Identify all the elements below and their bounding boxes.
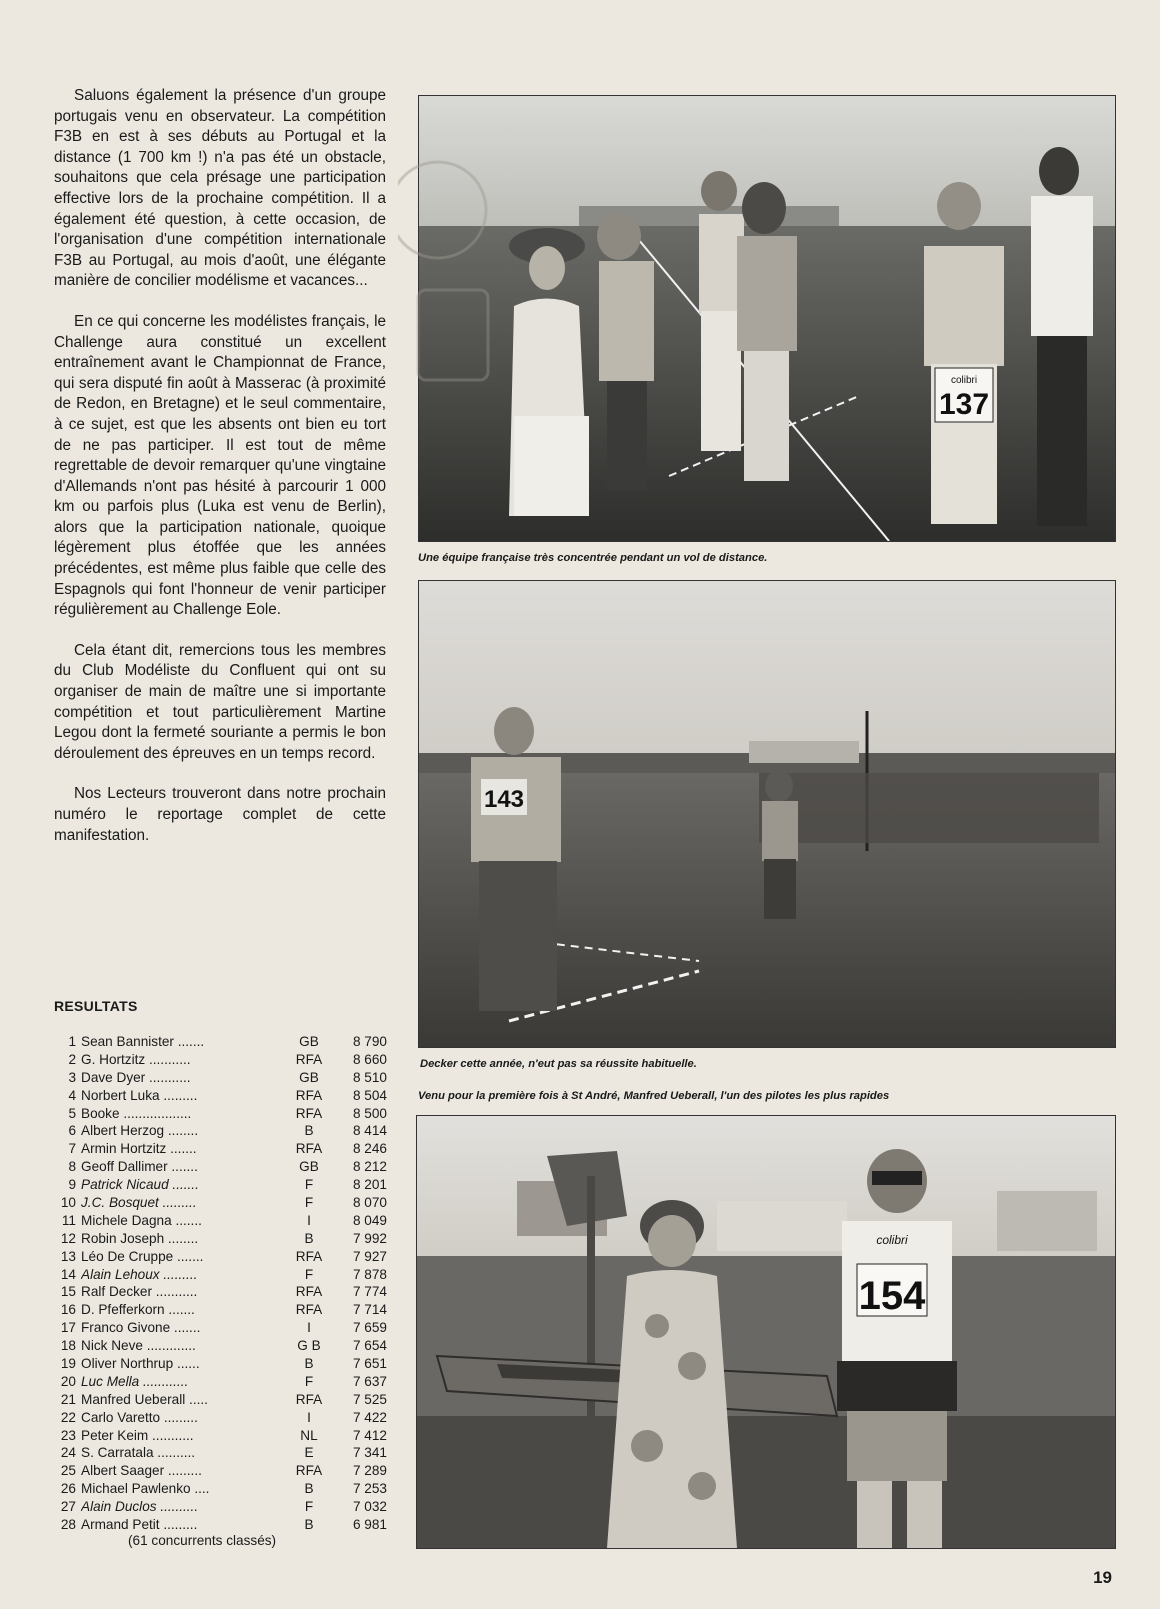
results-rank: 26 (60, 1481, 76, 1497)
results-rank: 3 (68, 1069, 76, 1085)
results-score: 7 774 (352, 1284, 387, 1300)
results-country: F (304, 1195, 314, 1211)
results-row (54, 1427, 394, 1445)
results-country: I (307, 1320, 311, 1336)
results-score: 7 637 (352, 1373, 387, 1389)
results-name: Alain Duclos .......... (81, 1499, 199, 1515)
results-country: E (304, 1445, 314, 1461)
results-rank: 17 (60, 1320, 76, 1336)
results-row (54, 1033, 394, 1051)
results-score: 8 510 (352, 1069, 387, 1085)
results-name: Robin Joseph ........ (81, 1230, 199, 1246)
results-name: Armand Petit ......... (81, 1517, 198, 1533)
results-score: 7 341 (352, 1445, 387, 1461)
results-rank: 19 (60, 1356, 76, 1372)
results-rank: 20 (60, 1373, 76, 1389)
bib-brand: colibri (950, 375, 978, 386)
results-name: Léo De Cruppe ....... (81, 1248, 204, 1264)
results-row (54, 1355, 394, 1373)
results-name: Armin Hortzitz ....... (81, 1141, 197, 1157)
results-country: RFA (295, 1284, 323, 1300)
paragraph: En ce qui concerne les modélistes français, le Challenge aura constitué un excellent entraînement avant le Championnat de France, qui sera disputé fin août à Masserac (à proximité de Redon, en Bretagne) et le seul commentaire, à ce sujet, est que les absents ont bien eu tort de ne pas participer. Il est tout de même regrettable de devoir remarquer qu'une vingtaine d'Allemands n'ont pas hésité à parcourir 1 000 km ou parfois plus (Luka est venu de Berlin), alors que la participation nationale, quoique légèrement plus étoffée que les années précédentes, est même plus faible que celle des Espagnols qui font l'honneur de venir participer régulièrement au Challenge Eole. (54, 312, 386, 619)
results-row (54, 1105, 394, 1123)
results-name: S. Carratala .......... (81, 1445, 196, 1461)
results-name: Dave Dyer ........... (81, 1069, 191, 1085)
paragraph: Nos Lecteurs trouveront dans notre prochain numéro le reportage complet de cette manifestation. (54, 785, 386, 844)
results-country: GB (299, 1034, 319, 1049)
results-score: 8 070 (352, 1195, 387, 1211)
bib-brand: colibri (876, 1233, 908, 1247)
results-rank: 14 (60, 1266, 76, 1282)
results-name: Albert Saager ......... (81, 1463, 202, 1479)
results-row (54, 1516, 394, 1534)
results-country: G B (297, 1338, 321, 1354)
results-rank: 28 (60, 1517, 76, 1533)
results-row (54, 1444, 394, 1462)
results-row (54, 1373, 394, 1391)
results-rank: 7 (68, 1141, 76, 1157)
results-country: GB (299, 1069, 319, 1085)
results-row (54, 1283, 394, 1301)
results-name: Peter Keim ........... (81, 1427, 194, 1443)
results-country: B (304, 1481, 314, 1497)
results-row (54, 1176, 394, 1194)
results-name: Alain Lehoux ......... (81, 1266, 198, 1282)
results-score: 7 253 (352, 1481, 387, 1497)
results-rank: 15 (60, 1284, 76, 1300)
paragraph: Cela étant dit, remercions tous les membres du Club Modéliste du Confluent qui ont su organiser de main de maître une si importante compétition et tout particulièrement Martine Legou dont la fermeté souriante a permis le bon déroulement des épreuves en un temps record. (54, 641, 386, 762)
results-score: 8 246 (352, 1141, 387, 1157)
results-rank: 13 (60, 1248, 76, 1264)
results-score: 8 500 (352, 1105, 387, 1121)
results-name: Ralf Decker ........... (81, 1284, 198, 1300)
bib-number: 143 (483, 786, 525, 813)
results-score: 7 927 (352, 1248, 387, 1264)
results-score: 7 525 (352, 1391, 387, 1407)
results-rank: 16 (60, 1302, 76, 1318)
photo-decker (418, 580, 1116, 1048)
results-score: 8 201 (352, 1177, 387, 1193)
results-score: 8 414 (352, 1123, 387, 1139)
results-country: B (304, 1356, 314, 1372)
results-score: 7 422 (352, 1409, 387, 1425)
results-name: Sean Bannister ....... (81, 1034, 205, 1049)
results-score: 7 412 (352, 1427, 387, 1443)
results-country: RFA (295, 1051, 323, 1067)
results-country: F (304, 1177, 314, 1193)
results-name: Patrick Nicaud ....... (81, 1177, 199, 1193)
results-rank: 27 (60, 1499, 76, 1515)
results-country: NL (300, 1427, 318, 1443)
results-footnote: (61 concurrents classés) (128, 1533, 277, 1548)
results-name: J.C. Bosquet ......... (81, 1195, 197, 1211)
results-rank: 5 (68, 1105, 76, 1121)
results-rank: 24 (60, 1445, 76, 1461)
results-country: RFA (295, 1105, 323, 1121)
photo-image (419, 96, 1115, 541)
results-rank: 22 (60, 1409, 76, 1425)
results-name: Luc Mella ............ (81, 1373, 189, 1389)
results-rank: 2 (68, 1051, 76, 1067)
results-name: Michele Dagna ....... (81, 1212, 202, 1228)
results-row (54, 1462, 394, 1480)
results-country: RFA (295, 1087, 323, 1103)
results-score: 8 660 (352, 1051, 387, 1067)
results-name: Michael Pawlenko .... (81, 1481, 210, 1497)
photo-caption: Decker cette année, n'eut pas sa réussite habituelle. (420, 1058, 697, 1070)
results-rank: 23 (60, 1427, 76, 1443)
results-name: D. Pfefferkorn ....... (81, 1302, 195, 1318)
results-score: 7 659 (352, 1320, 387, 1336)
photo-image (419, 581, 1115, 1047)
results-country: B (304, 1123, 314, 1139)
results-row (54, 1051, 394, 1069)
results-country: B (304, 1517, 314, 1533)
photo-image (417, 1116, 1115, 1548)
article-text (54, 86, 386, 866)
results-name: Franco Givone ....... (81, 1320, 201, 1336)
results-rank: 9 (68, 1177, 76, 1193)
photo-team-concentrated (418, 95, 1116, 542)
results-rank: 8 (68, 1159, 76, 1175)
results-row (54, 1087, 394, 1105)
results-row (54, 1158, 394, 1176)
bib-number: 137 (938, 388, 990, 421)
results-country: RFA (295, 1302, 323, 1318)
results-table (54, 1033, 394, 1534)
results-name: Carlo Varetto ......... (81, 1409, 198, 1425)
results-rank: 21 (60, 1391, 76, 1407)
photo-caption: Venu pour la première fois à St André, Manfred Ueberall, l'un des pilotes les plus rapides (418, 1090, 890, 1102)
results-country: F (304, 1266, 314, 1282)
results-row (54, 1248, 394, 1266)
results-name: Manfred Ueberall ..... (81, 1391, 208, 1407)
results-rank: 1 (68, 1034, 76, 1049)
results-row (54, 1266, 394, 1284)
results-name: Booke .................. (81, 1105, 192, 1121)
results-score: 7 654 (352, 1338, 387, 1354)
results-score: 7 714 (352, 1302, 387, 1318)
results-name: G. Hortzitz ........... (81, 1051, 191, 1067)
results-row (54, 1337, 394, 1355)
results-rank: 18 (60, 1338, 76, 1354)
results-row (54, 1319, 394, 1337)
results-score: 8 504 (352, 1087, 387, 1103)
results-row (54, 1122, 394, 1140)
results-score: 7 032 (352, 1499, 387, 1515)
results-score: 7 878 (352, 1266, 387, 1282)
results-score: 8 212 (352, 1159, 387, 1175)
results-rank: 12 (60, 1230, 76, 1246)
bib-number: 154 (858, 1274, 926, 1318)
results-row (54, 1391, 394, 1409)
results-row (54, 1194, 394, 1212)
results-row (54, 1480, 394, 1498)
results-row (54, 1230, 394, 1248)
results-country: RFA (295, 1391, 323, 1407)
results-name: Nick Neve ............. (81, 1338, 196, 1354)
results-row (54, 1498, 394, 1516)
results-row (54, 1409, 394, 1427)
results-country: RFA (295, 1248, 323, 1264)
results-name: Albert Herzog ........ (81, 1123, 199, 1139)
results-country: GB (299, 1159, 319, 1175)
results-country: B (304, 1230, 314, 1246)
results-country: I (307, 1212, 311, 1228)
results-score: 7 651 (352, 1356, 387, 1372)
results-rank: 6 (68, 1123, 76, 1139)
results-rank: 25 (60, 1463, 76, 1479)
results-rank: 4 (68, 1087, 76, 1103)
results-name: Geoff Dallimer ....... (81, 1159, 198, 1175)
results-name: Oliver Northrup ...... (81, 1356, 200, 1372)
results-country: RFA (295, 1463, 323, 1479)
results-score: 6 981 (352, 1517, 387, 1533)
results-country: F (304, 1373, 314, 1389)
results-row (54, 1069, 394, 1087)
results-rank: 11 (61, 1212, 76, 1228)
results-rank: 10 (60, 1195, 76, 1211)
paragraph: Saluons également la présence d'un groupe portugais venu en observateur. La compétition F3B en est à ses débuts au Portugal et la distance (1 700 km !) n'a pas été un obstacle, souhaitons que cela présage une participation effective lors de la prochaine compétition. Il a également été question, à cette occasion, de l'organisation d'une compétition internationale F3B au Portugal, au mois d'août, une élégante manière de concilier modélisme et vacances... (54, 87, 386, 290)
results-score: 8 049 (352, 1212, 387, 1228)
results-score: 8 790 (352, 1034, 387, 1049)
results-row (54, 1301, 394, 1319)
page-number: 19 (1093, 1568, 1112, 1587)
results-row (54, 1140, 394, 1158)
results-name: Norbert Luka ......... (81, 1087, 198, 1103)
results-heading: RESULTATS (54, 998, 138, 1014)
photo-ueberall (416, 1115, 1116, 1549)
results-score: 7 992 (352, 1230, 387, 1246)
results-country: F (304, 1499, 314, 1515)
results-score: 7 289 (352, 1463, 387, 1479)
photo-caption: Une équipe française très concentrée pendant un vol de distance. (418, 552, 768, 564)
results-country: RFA (295, 1141, 323, 1157)
results-country: I (307, 1409, 311, 1425)
results-row (54, 1212, 394, 1230)
